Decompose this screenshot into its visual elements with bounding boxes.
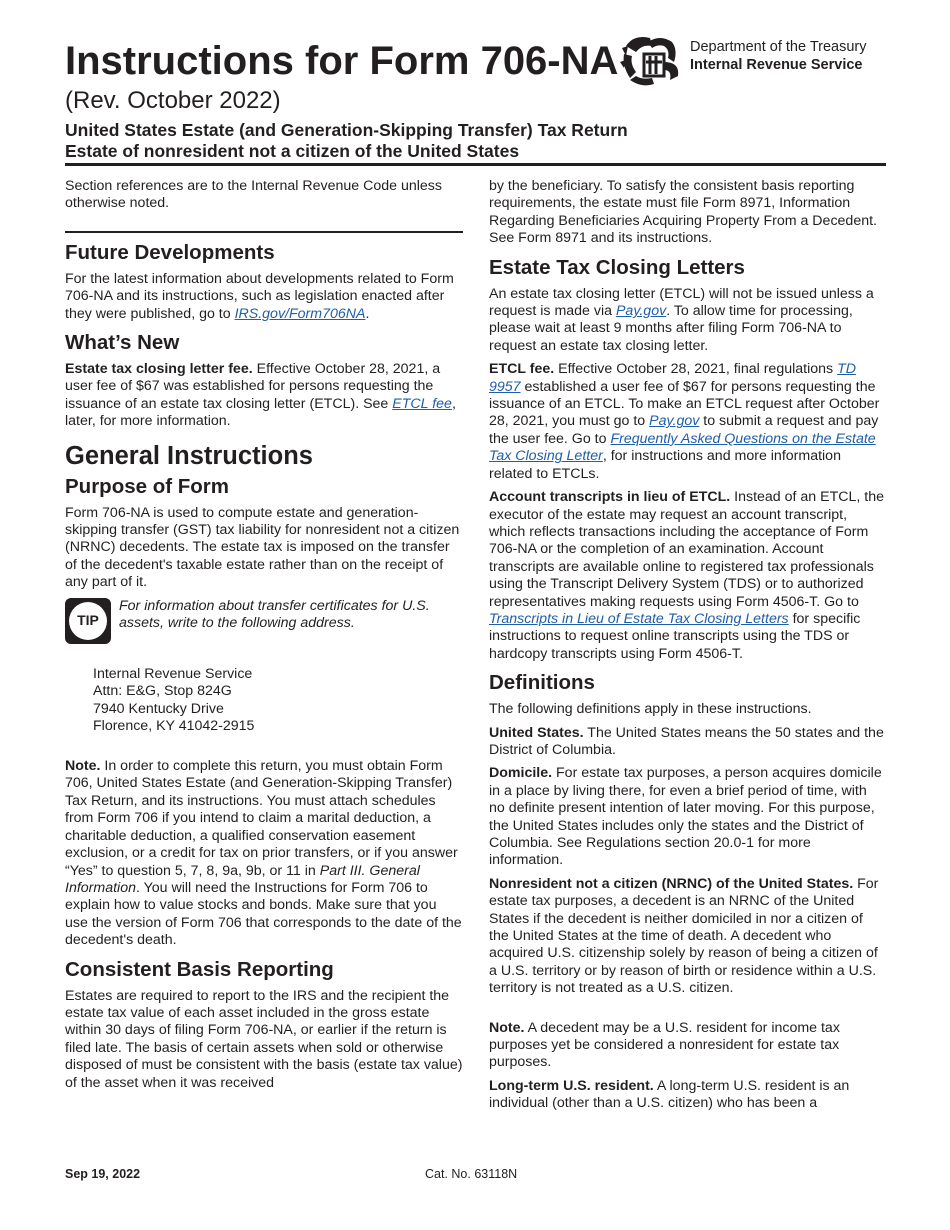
consistent-basis-heading: Consistent Basis Reporting bbox=[65, 957, 334, 981]
tip-text: For information about transfer certificates for U.S. assets, write to the following address. bbox=[119, 597, 430, 632]
future-developments-heading: Future Developments bbox=[65, 240, 275, 264]
header-divider bbox=[65, 163, 886, 166]
right-column bbox=[489, 178, 886, 1119]
footer-date: Sep 19, 2022 bbox=[65, 1167, 141, 1181]
closing-letters-text: An estate tax closing letter (ETCL) will not be issued unless a request is made via Pay.gov. To allow time for processing, please wait at least 9 months after filing Form 706-NA to request an estate tax closing letter. bbox=[489, 285, 874, 354]
transcripts-in-lieu-link[interactable]: Transcripts in Lieu of Estate Tax Closing Letters bbox=[489, 610, 789, 627]
irs-eagle-seal-icon bbox=[620, 32, 684, 88]
form-subtitle-2: Estate of nonresident not a citizen of the United States bbox=[65, 141, 520, 161]
general-instructions-heading: General Instructions bbox=[65, 441, 313, 470]
tip-icon: TIP bbox=[65, 598, 111, 644]
whats-new-heading: What’s New bbox=[65, 331, 180, 355]
department-line: Department of the Treasury bbox=[690, 39, 867, 55]
consistent-basis-continued: by the beneficiary. To satisfy the consistent basis reporting requirements, the estate must file Form 8971, Information Regarding Beneficiaries Acquiring Property From a Decedent. See Form 8971 and its instructions. bbox=[489, 178, 877, 247]
account-transcripts-text: Account transcripts in lieu of ETCL. Instead of an ETCL, the executor of the estate may request an account transcript, which reflects transactions including the acceptance of Form 706-NA or the completion of an examination. Account transcripts are available online to registered tax professionals using the Transcript Delivery System (TDS) or to authorized representatives making requests using Form 4506-T. Go to Transcripts in Lieu of Estate Tax Closing Letters for specific instructions to request online transcripts using the TDS or hardcopy transcripts using Form 4506-T. bbox=[489, 489, 885, 662]
nrnc-definition: Nonresident not a citizen (NRNC) of the United States. For estate tax purposes, a decedent is an NRNC of the United States if the decedent is neither domiciled in nor a citizen of the United States at the time of death. A decedent who acquired U.S. citizenship solely by reason of being a citizen of a U.S. territory or by reason of birth or residence within a U.S. territory is not treated as a U.S. citizen. bbox=[489, 875, 879, 997]
consistent-basis-text: Estates are required to report to the IRS and the recipient the estate tax value of each asset included in the gross estate within 30 days of filing Form 706-NA, or earlier if the return is filed late. The basis of certain assets when sold or otherwise disposed of must be consistent with the basis (estate tax value) of the asset when it was received bbox=[65, 987, 463, 1091]
section-references-text: Section references are to the Internal Revenue Code unless otherwise noted. bbox=[65, 178, 442, 212]
page-title: Instructions for Form 706-NA bbox=[65, 39, 619, 83]
agency-line: Internal Revenue Service bbox=[690, 57, 863, 73]
td-9957-link[interactable]: TD 9957 bbox=[489, 361, 856, 395]
section-divider bbox=[65, 231, 463, 233]
tip-box bbox=[65, 598, 463, 644]
irs-gov-form706na-link[interactable]: IRS.gov/Form706NA bbox=[234, 305, 366, 322]
united-states-definition: United States. The United States means the 50 states and the District of Columbia. bbox=[489, 724, 884, 758]
purpose-of-form-text: Form 706-NA is used to compute estate and generation-skipping transfer (GST) tax liability for nonresident not a citizen (NRNC) decedents. The estate tax is imposed on the transfer of the decedent's taxable estate rather than on the receipt of any part of it. bbox=[65, 504, 460, 591]
whats-new-text: Estate tax closing letter fee. Effective October 28, 2021, a user fee of $67 was established for persons requesting the issuance of an estate tax closing letter (ETCL). See ETCL fee, later, for more information. bbox=[65, 361, 456, 430]
domicile-definition: Domicile. For estate tax purposes, a person acquires domicile in a place by living there, for even a brief period of time, with no definite present intention of later moving. For this purpose, the United States includes only the states and the District of Columbia. See Regulations section 20.0-1 for more information. bbox=[489, 765, 882, 869]
revision-date: (Rev. October 2022) bbox=[65, 87, 281, 114]
definitions-intro: The following definitions apply in these instructions. bbox=[489, 701, 812, 718]
etcl-fee-text: ETCL fee. Effective October 28, 2021, final regulations TD 9957 established a user fee of $67 for persons requesting the issuance of an ETCL. To make an ETCL request after October 28, 2021, you must go to Pay.gov to submit a request and pay the user fee. Go to Frequently Asked Questions on the Estate Tax Closing Letter, for instructions and more information related to ETCLs. bbox=[489, 361, 880, 482]
purpose-of-form-heading: Purpose of Form bbox=[65, 474, 230, 498]
etcl-fee-link[interactable]: ETCL fee bbox=[392, 395, 452, 412]
estate-tax-closing-letters-heading: Estate Tax Closing Letters bbox=[489, 255, 745, 279]
catalog-number: Cat. No. 63118N bbox=[425, 1167, 518, 1181]
definitions-heading: Definitions bbox=[489, 671, 595, 695]
pay-gov-link-2[interactable]: Pay.gov bbox=[649, 413, 700, 430]
resident-note: Note. A decedent may be a U.S. resident for income tax purposes yet be considered a nonresident for estate tax purposes. bbox=[489, 1019, 840, 1071]
pay-gov-link[interactable]: Pay.gov bbox=[615, 303, 667, 320]
note-text: Note. In order to complete this return, you must obtain Form 706, United States Estate (and Generation-Skipping Transfer) Tax Return, and its instructions. You must attach schedules from Form 706 if you intend to claim a marital deduction, a charitable deduction, a qualified conservation easement exclusion, or a credit for tax on prior transfers, or if you answer “Yes” to question 5, 7, 8, 9a, 9b, or 11 in Part III. General Information. You will need the Instructions for Form 706 to explain how to value stocks and bonds. Make sure that you use the version of Form 706 that corresponds to the date of the decedent's death. bbox=[65, 758, 462, 949]
left-column bbox=[65, 178, 463, 1098]
future-developments-text: For the latest information about developments related to Form 706-NA and its instructions, such as legislation enacted after they were published, go to IRS.gov/Form706NA. bbox=[65, 270, 454, 322]
mailing-address: Internal Revenue Service Attn: E&G, Stop 824G 7940 Kentucky Drive Florence, KY 41042-2915 bbox=[93, 665, 255, 735]
form-subtitle: United States Estate (and Generation-Skipping Transfer) Tax Return bbox=[65, 120, 628, 140]
long-term-resident-definition: Long-term U.S. resident. A long-term U.S. resident is an individual (other than a U.S. citizen) who has been a bbox=[489, 1077, 850, 1112]
faq-etcl-link[interactable]: Frequently Asked Questions on the Estate Tax Closing Letter bbox=[489, 430, 876, 465]
agency-name bbox=[690, 38, 867, 74]
